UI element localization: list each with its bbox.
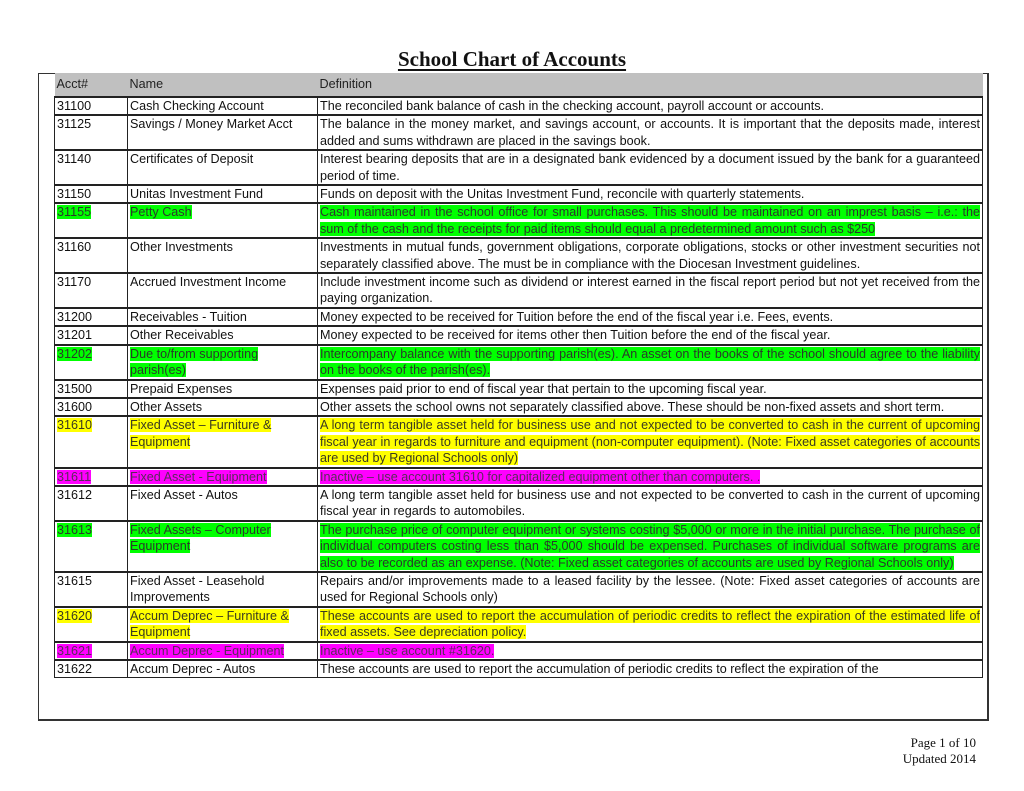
table-row — [55, 468, 983, 486]
name-cell — [128, 97, 318, 115]
name-text: Fixed Asset - Equipment — [130, 469, 267, 484]
definition-cell — [318, 97, 983, 115]
definition-text: Other assets the school owns not separately classified above. These should be non-fixed assets and short term. — [320, 399, 945, 414]
definition-cell — [318, 115, 983, 150]
name-text: Other Assets — [130, 399, 203, 414]
acct-cell — [55, 416, 128, 467]
definition-text: Cash maintained in the school office for small purchases. This should be maintained on an imprest basis – i.e.: the sum of the cash and the receipts for paid items should equal a predetermined amount such as $250 — [320, 205, 980, 236]
name-cell — [128, 521, 318, 572]
acct-cell — [55, 398, 128, 416]
definition-text: A long term tangible asset held for business use and not expected to be converted to cash in the current of upcoming fiscal year in regards to furniture and equipment (non-computer equipment). (Note: Fixed asset categories of accounts are used by Regional Schools only) — [320, 418, 980, 466]
definition-cell — [318, 326, 983, 344]
name-text: Unitas Investment Fund — [130, 187, 263, 202]
table-header-row — [55, 73, 983, 97]
name-text: Accum Deprec - Autos — [130, 662, 256, 676]
acct-cell — [55, 150, 128, 185]
definition-cell — [318, 398, 983, 416]
name-text: Accrued Investment Income — [130, 275, 287, 290]
definition-text: Inactive – use account #31620. — [320, 643, 495, 658]
table-row — [55, 185, 983, 203]
name-text: Due to/from supporting parish(es) — [130, 346, 259, 378]
definition-text: A long term tangible asset held for business use and not expected to be converted to cash in the current of upcoming fiscal year in regards to automobiles. — [320, 487, 980, 519]
definition-cell — [318, 486, 983, 521]
name-text: Fixed Asset – Furniture & Equipment — [130, 418, 272, 449]
definition-cell — [318, 521, 983, 572]
definition-text: The purchase price of computer equipment or systems costing $5,000 or more in the initial purchase. The purchase of individual computers costing less than $5,000 should be expensed. Purchases of individual software programs are also to be recorded as an expense. (Note: Fixed asset categories of accounts are used by Regional Schools only) — [320, 522, 980, 570]
definition-cell — [318, 468, 983, 486]
name-text: Fixed Assets – Computer Equipment — [130, 522, 271, 554]
acct-text: 31622 — [57, 662, 93, 676]
acct-text: 31160 — [57, 240, 92, 255]
definition-text: These accounts are used to report the accumulation of periodic credits to reflect the expiration of the — [320, 662, 879, 676]
acct-cell — [55, 468, 128, 486]
definition-text: Repairs and/or improvements made to a leased facility by the lessee. (Note: Fixed asset categories of accounts are used for Regional Schools only) — [320, 573, 980, 605]
definition-cell — [318, 345, 983, 380]
acct-text: 31611 — [57, 469, 92, 484]
name-cell — [128, 203, 318, 238]
definition-text: Inactive – use account 31610 for capitalized equipment other than computers. . — [320, 469, 761, 484]
table-row — [55, 308, 983, 326]
name-cell — [128, 398, 318, 416]
definition-text: Expenses paid prior to end of fiscal year that pertain to the upcoming fiscal year. — [320, 381, 767, 396]
acct-text: 31140 — [57, 152, 92, 167]
definition-text: The balance in the money market, and savings account, or accounts. It is important that the deposits made, interest added and sums withdrawn are placed in the savings book. — [320, 117, 980, 148]
name-cell — [128, 660, 318, 678]
name-cell — [128, 642, 318, 660]
name-text: Accum Deprec – Furniture & Equipment — [130, 608, 289, 640]
name-text: Fixed Asset - Leasehold Improvements — [130, 573, 265, 605]
name-cell — [128, 185, 318, 203]
definition-cell — [318, 607, 983, 642]
acct-text: 31202 — [57, 346, 93, 361]
acct-cell — [55, 308, 128, 326]
definition-text: Include investment income such as dividend or interest earned in the fiscal report period but not yet received from the paying organization. — [320, 275, 980, 306]
name-cell — [128, 273, 318, 308]
name-cell — [128, 380, 318, 398]
table-row — [55, 345, 983, 380]
acct-cell — [55, 185, 128, 203]
definition-cell — [318, 642, 983, 660]
definition-text: Intercompany balance with the supporting parish(es). An asset on the books of the school should agree to the liability on the books of the parish(es). — [320, 346, 980, 378]
acct-cell — [55, 380, 128, 398]
definition-cell — [318, 572, 983, 607]
table-row — [55, 660, 983, 678]
acct-cell — [55, 238, 128, 273]
acct-text: 31620 — [57, 608, 93, 623]
definition-text: Investments in mutual funds, government obligations, corporate obligations, stocks or other investment securities not separately classified above. The must be in compliance with the Diocesan Investment guidelines. — [320, 240, 980, 271]
definition-cell — [318, 416, 983, 467]
definition-text: Funds on deposit with the Unitas Investment Fund, reconcile with quarterly statements. — [320, 187, 805, 202]
table-row — [55, 238, 983, 273]
table-row — [55, 398, 983, 416]
acct-cell — [55, 660, 128, 678]
acct-text: 31613 — [57, 522, 93, 537]
name-text: Fixed Asset - Autos — [130, 487, 238, 502]
definition-cell — [318, 380, 983, 398]
acct-text: 31621 — [57, 643, 93, 658]
page-number: Page 1 of 10 — [910, 735, 976, 750]
definition-cell — [318, 660, 983, 678]
table-row — [55, 416, 983, 467]
acct-cell — [55, 203, 128, 238]
acct-cell — [55, 642, 128, 660]
name-text: Savings / Money Market Acct — [130, 117, 293, 132]
table-row — [55, 97, 983, 115]
acct-text: 31610 — [57, 418, 93, 433]
definition-text: The reconciled bank balance of cash in the checking account, payroll account or accounts. — [320, 99, 825, 113]
acct-cell — [55, 97, 128, 115]
definition-cell — [318, 203, 983, 238]
table-row — [55, 150, 983, 185]
header-name: Name — [128, 73, 318, 97]
name-text: Certificates of Deposit — [130, 152, 254, 167]
name-cell — [128, 468, 318, 486]
definition-text: Money expected to be received for items other then Tuition before the end of the fiscal year. — [320, 328, 831, 343]
name-cell — [128, 326, 318, 344]
definition-cell — [318, 308, 983, 326]
definition-text: Money expected to be received for Tuition before the end of the fiscal year i.e. Fees, events. — [320, 309, 834, 324]
table-row — [55, 203, 983, 238]
name-cell — [128, 115, 318, 150]
name-text: Receivables - Tuition — [130, 309, 247, 324]
document-title: School Chart of Accounts — [397, 47, 627, 71]
acct-text: 31615 — [57, 573, 93, 588]
acct-text: 31125 — [57, 117, 92, 132]
acct-cell — [55, 486, 128, 521]
table-row — [55, 486, 983, 521]
table-row — [55, 607, 983, 642]
name-cell — [128, 238, 318, 273]
name-cell — [128, 572, 318, 607]
page-footer — [903, 735, 976, 767]
updated-year: Updated 2014 — [902, 751, 976, 766]
chart-of-accounts-table — [54, 73, 983, 678]
definition-cell — [318, 185, 983, 203]
acct-cell — [55, 326, 128, 344]
header-definition: Definition — [318, 73, 983, 97]
acct-text: 31100 — [57, 99, 92, 113]
acct-text: 31600 — [57, 399, 93, 414]
acct-cell — [55, 572, 128, 607]
acct-cell — [55, 115, 128, 150]
name-text: Cash Checking Account — [130, 99, 264, 113]
name-cell — [128, 607, 318, 642]
table-row — [55, 572, 983, 607]
acct-text: 31500 — [57, 381, 93, 396]
table-row — [55, 380, 983, 398]
name-text: Accum Deprec - Equipment — [130, 643, 284, 658]
table-row — [55, 642, 983, 660]
acct-cell — [55, 607, 128, 642]
name-text: Other Receivables — [130, 328, 234, 343]
table-row — [55, 326, 983, 344]
name-cell — [128, 416, 318, 467]
name-cell — [128, 150, 318, 185]
name-cell — [128, 345, 318, 380]
definition-text: These accounts are used to report the accumulation of periodic credits to reflect the expiration of the estimated life of fixed assets. See depreciation policy. — [320, 608, 980, 640]
acct-cell — [55, 273, 128, 308]
header-acct: Acct# — [55, 73, 128, 97]
definition-cell — [318, 150, 983, 185]
acct-text: 31612 — [57, 487, 93, 502]
name-cell — [128, 486, 318, 521]
table-row — [55, 521, 983, 572]
name-cell — [128, 308, 318, 326]
definition-cell — [318, 273, 983, 308]
acct-text: 31170 — [57, 275, 92, 290]
acct-text: 31201 — [57, 328, 93, 343]
table-row — [55, 115, 983, 150]
name-text: Petty Cash — [130, 205, 192, 220]
acct-text: 31150 — [57, 187, 92, 202]
table-row — [55, 273, 983, 308]
name-text: Prepaid Expenses — [130, 381, 233, 396]
acct-cell — [55, 521, 128, 572]
definition-text: Interest bearing deposits that are in a designated bank evidenced by a document issued by the bank for a guaranteed period of time. — [320, 152, 980, 183]
acct-cell — [55, 345, 128, 380]
definition-cell — [318, 238, 983, 273]
acct-text: 31200 — [57, 309, 93, 324]
acct-text: 31155 — [57, 205, 92, 220]
name-text: Other Investments — [130, 240, 233, 255]
